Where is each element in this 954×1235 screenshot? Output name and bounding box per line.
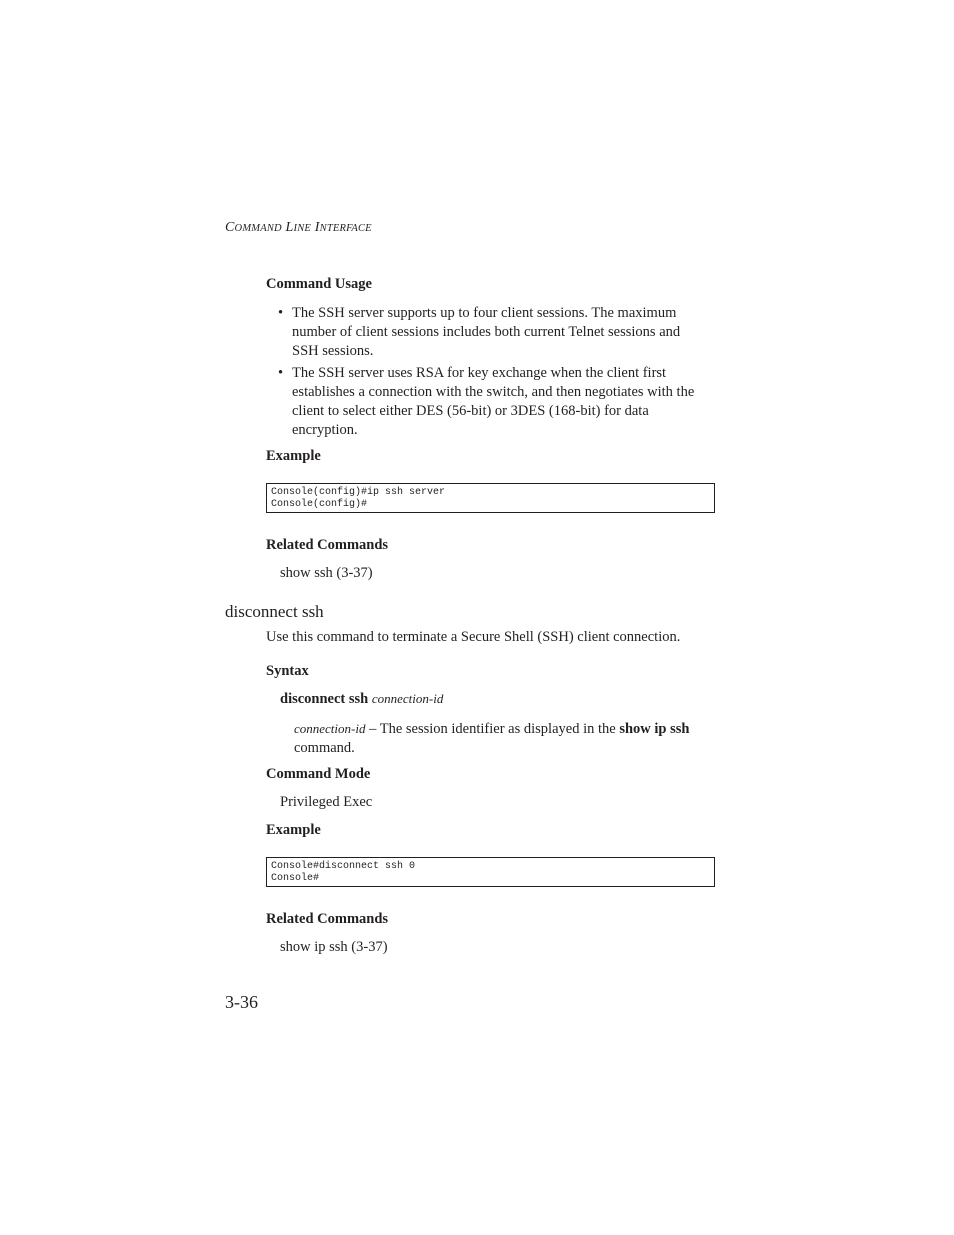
- bullet-line: number of client sessions includes both current Telnet sessions and: [292, 324, 681, 340]
- parameter-text: – The session identifier as displayed in the: [365, 721, 620, 737]
- parameter-description: [294, 719, 724, 758]
- running-head-text: I: [314, 220, 320, 235]
- bullet-icon: •: [278, 305, 284, 321]
- running-head-text: OMMAND: [234, 223, 282, 234]
- command-mode-value: Privileged Exec: [280, 794, 373, 810]
- command-usage-heading: Command Usage: [266, 276, 372, 292]
- running-head-text: NTERFACE: [319, 223, 372, 234]
- running-head-text: L: [285, 220, 294, 235]
- list-item: [278, 304, 718, 361]
- code-line: Console(config)#ip ssh server: [271, 487, 446, 498]
- bullet-line: The SSH server supports up to four client sessions. The maximum: [292, 305, 677, 321]
- bullet-line: The SSH server uses RSA for key exchange when the client first: [292, 365, 667, 381]
- code-line: Console#disconnect ssh 0: [271, 861, 416, 872]
- bullet-line: client to select either DES (56-bit) or 3DES (168-bit) for data: [292, 403, 649, 419]
- running-head: [225, 220, 372, 236]
- parameter-command-ref: show ip ssh: [619, 721, 690, 737]
- related-commands-heading: Related Commands: [266, 537, 389, 553]
- syntax-parameter: connection-id: [371, 691, 444, 706]
- bullet-line: encryption.: [292, 422, 358, 438]
- syntax-heading: Syntax: [266, 663, 309, 679]
- code-line: Console#: [271, 873, 320, 884]
- related-command-link[interactable]: show ip ssh (3-37): [280, 939, 388, 955]
- page-number: 3-36: [225, 992, 258, 1012]
- related-command-link[interactable]: show ssh (3-37): [280, 565, 373, 581]
- example-heading: Example: [266, 822, 321, 838]
- parameter-name: connection-id: [294, 721, 366, 736]
- code-example-box: [266, 857, 715, 887]
- running-head-text: INE: [293, 223, 312, 234]
- syntax-line: [280, 691, 443, 708]
- code-example-box: [266, 483, 715, 513]
- related-commands-heading: Related Commands: [266, 911, 389, 927]
- bullet-icon: •: [278, 365, 284, 381]
- example-heading: Example: [266, 448, 321, 464]
- running-head-text: C: [225, 220, 235, 235]
- parameter-text: command.: [294, 740, 355, 756]
- list-item: [278, 364, 718, 440]
- command-mode-heading: Command Mode: [266, 766, 371, 782]
- usage-bullet-list: [278, 304, 718, 443]
- code-line: Console(config)#: [271, 499, 368, 510]
- bullet-line: establishes a connection with the switch, and then negotiates with the: [292, 384, 695, 400]
- section-title: disconnect ssh: [225, 602, 324, 621]
- syntax-command: disconnect ssh: [280, 691, 369, 707]
- command-description: Use this command to terminate a Secure Shell (SSH) client connection.: [266, 629, 681, 645]
- bullet-line: SSH sessions.: [292, 343, 374, 359]
